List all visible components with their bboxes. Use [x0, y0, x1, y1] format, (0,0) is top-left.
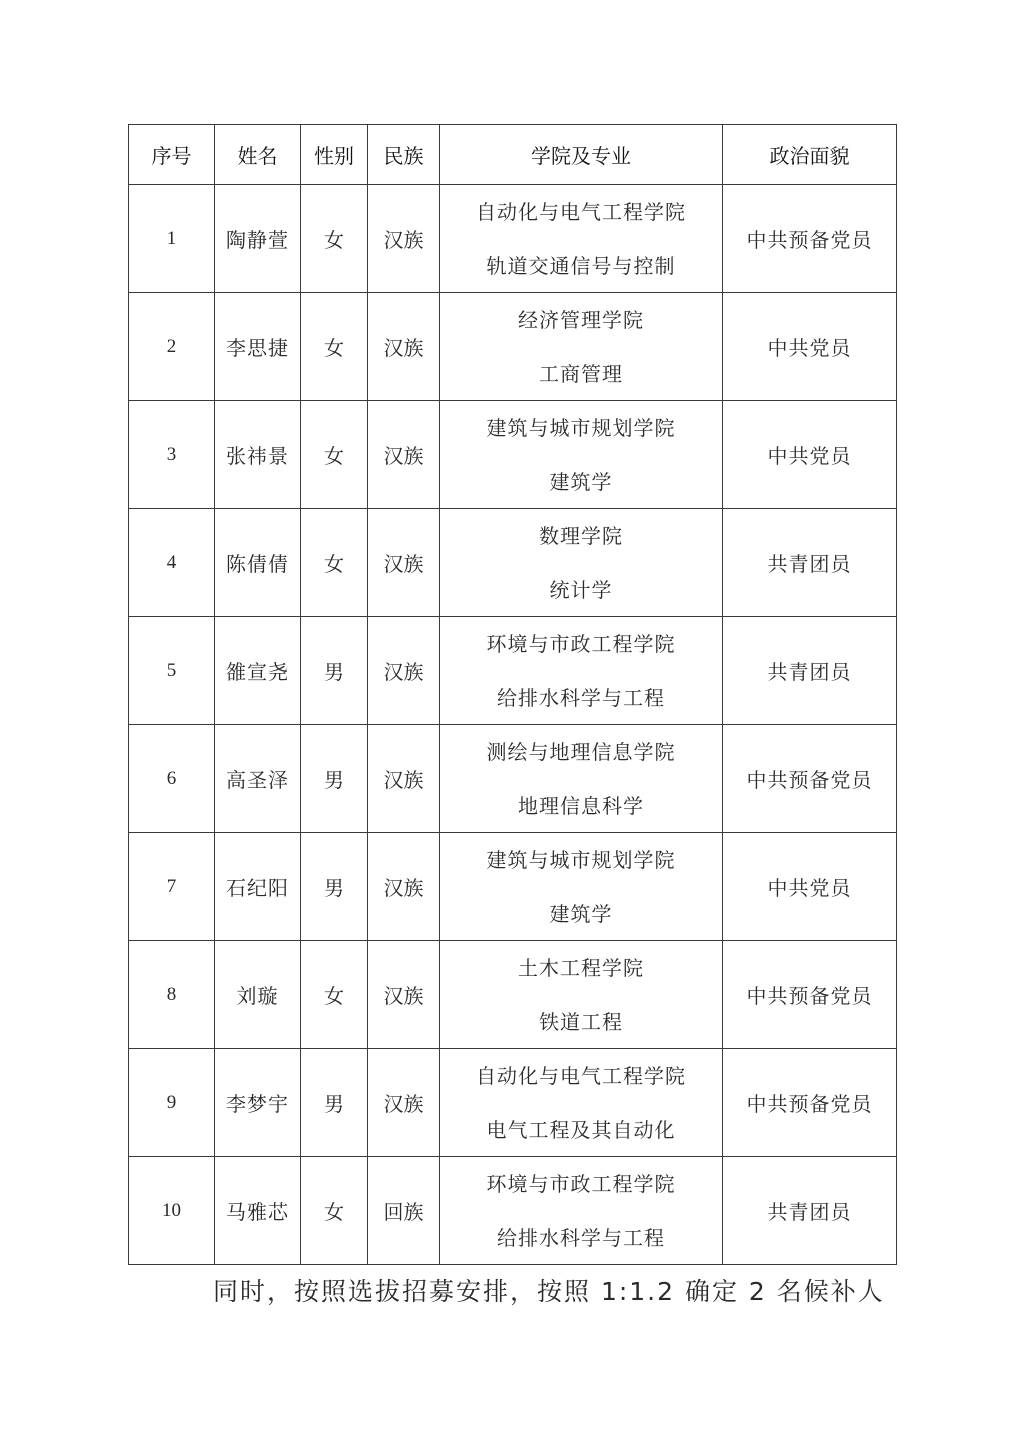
cell-index: 7 — [129, 833, 215, 941]
cell-name: 石纪阳 — [215, 833, 301, 941]
header-college-major: 学院及专业 — [440, 125, 723, 185]
cell-index: 3 — [129, 401, 215, 509]
cell-major: 给排水科学与工程 — [497, 1225, 665, 1250]
header-gender: 性别 — [301, 125, 368, 185]
cell-college-major — [440, 293, 723, 401]
cell-gender: 女 — [301, 401, 368, 509]
cell-name: 马雅芯 — [215, 1157, 301, 1265]
cell-political-status: 中共党员 — [723, 293, 897, 401]
cell-major: 建筑学 — [549, 469, 613, 494]
cell-index: 1 — [129, 185, 215, 293]
cell-college-major — [440, 617, 723, 725]
table-row — [129, 617, 897, 725]
cell-ethnicity: 汉族 — [368, 509, 440, 617]
cell-ethnicity: 汉族 — [368, 617, 440, 725]
cell-major: 统计学 — [549, 577, 613, 602]
table-row — [129, 1157, 897, 1265]
cell-name: 张祎景 — [215, 401, 301, 509]
cell-index: 5 — [129, 617, 215, 725]
cell-ethnicity: 汉族 — [368, 941, 440, 1049]
cell-political-status: 中共党员 — [723, 401, 897, 509]
cell-political-status: 中共预备党员 — [723, 725, 897, 833]
cell-index: 6 — [129, 725, 215, 833]
cell-political-status: 中共预备党员 — [723, 185, 897, 293]
cell-gender: 女 — [301, 185, 368, 293]
cell-college: 数理学院 — [539, 523, 623, 548]
cell-college-major — [440, 401, 723, 509]
cell-major: 轨道交通信号与控制 — [486, 253, 676, 278]
cell-ethnicity: 汉族 — [368, 725, 440, 833]
header-political-status: 政治面貌 — [723, 125, 897, 185]
cell-college: 建筑与城市规划学院 — [486, 847, 676, 872]
cell-ethnicity: 汉族 — [368, 833, 440, 941]
cell-college: 经济管理学院 — [518, 307, 644, 332]
cell-index: 4 — [129, 509, 215, 617]
cell-ethnicity: 回族 — [368, 1157, 440, 1265]
table-body — [129, 185, 897, 1265]
cell-college-major — [440, 1049, 723, 1157]
cell-gender: 女 — [301, 941, 368, 1049]
cell-name: 高圣泽 — [215, 725, 301, 833]
cell-major: 工商管理 — [539, 361, 623, 386]
cell-name: 陈倩倩 — [215, 509, 301, 617]
footnote-paragraph: 同时，按照选拔招募安排，按照 1:1.2 确定 2 名候补人 — [213, 1277, 885, 1306]
table-row — [129, 401, 897, 509]
cell-gender: 男 — [301, 725, 368, 833]
cell-college-major — [440, 941, 723, 1049]
cell-college: 建筑与城市规划学院 — [486, 415, 676, 440]
cell-index: 9 — [129, 1049, 215, 1157]
cell-gender: 男 — [301, 1049, 368, 1157]
cell-ethnicity: 汉族 — [368, 1049, 440, 1157]
cell-college-major — [440, 185, 723, 293]
header-ethnicity: 民族 — [368, 125, 440, 185]
candidate-table — [128, 124, 897, 1265]
cell-major: 地理信息科学 — [518, 793, 644, 818]
cell-college: 环境与市政工程学院 — [486, 631, 676, 656]
cell-gender: 女 — [301, 509, 368, 617]
cell-major: 建筑学 — [549, 901, 613, 926]
cell-gender: 女 — [301, 293, 368, 401]
cell-gender: 女 — [301, 1157, 368, 1265]
cell-index: 10 — [129, 1157, 215, 1265]
cell-ethnicity: 汉族 — [368, 401, 440, 509]
cell-college: 环境与市政工程学院 — [486, 1171, 676, 1196]
cell-name: 雒宣尧 — [215, 617, 301, 725]
cell-ethnicity: 汉族 — [368, 185, 440, 293]
cell-gender: 男 — [301, 617, 368, 725]
cell-name: 刘璇 — [215, 941, 301, 1049]
header-row — [129, 125, 897, 185]
table-row — [129, 185, 897, 293]
cell-college: 自动化与电气工程学院 — [476, 199, 686, 224]
cell-index: 8 — [129, 941, 215, 1049]
cell-ethnicity: 汉族 — [368, 293, 440, 401]
cell-political-status: 共青团员 — [723, 617, 897, 725]
cell-college: 自动化与电气工程学院 — [476, 1063, 686, 1088]
cell-major: 电气工程及其自动化 — [486, 1117, 676, 1142]
cell-major: 铁道工程 — [539, 1009, 623, 1034]
cell-college-major — [440, 725, 723, 833]
cell-college-major — [440, 509, 723, 617]
cell-name: 李梦宇 — [215, 1049, 301, 1157]
cell-gender: 男 — [301, 833, 368, 941]
cell-name: 李思捷 — [215, 293, 301, 401]
table-row — [129, 509, 897, 617]
table-header — [129, 125, 897, 185]
cell-index: 2 — [129, 293, 215, 401]
table-row — [129, 725, 897, 833]
cell-political-status: 共青团员 — [723, 1157, 897, 1265]
header-index: 序号 — [129, 125, 215, 185]
header-name: 姓名 — [215, 125, 301, 185]
cell-political-status: 中共预备党员 — [723, 941, 897, 1049]
cell-political-status: 中共党员 — [723, 833, 897, 941]
table-row — [129, 941, 897, 1049]
table-row — [129, 293, 897, 401]
cell-college-major — [440, 833, 723, 941]
table-row — [129, 833, 897, 941]
cell-college: 土木工程学院 — [518, 955, 644, 980]
cell-major: 给排水科学与工程 — [497, 685, 665, 710]
cell-college-major — [440, 1157, 723, 1265]
cell-name: 陶静萱 — [215, 185, 301, 293]
cell-political-status: 中共预备党员 — [723, 1049, 897, 1157]
cell-college: 测绘与地理信息学院 — [486, 739, 676, 764]
cell-political-status: 共青团员 — [723, 509, 897, 617]
table-row — [129, 1049, 897, 1157]
